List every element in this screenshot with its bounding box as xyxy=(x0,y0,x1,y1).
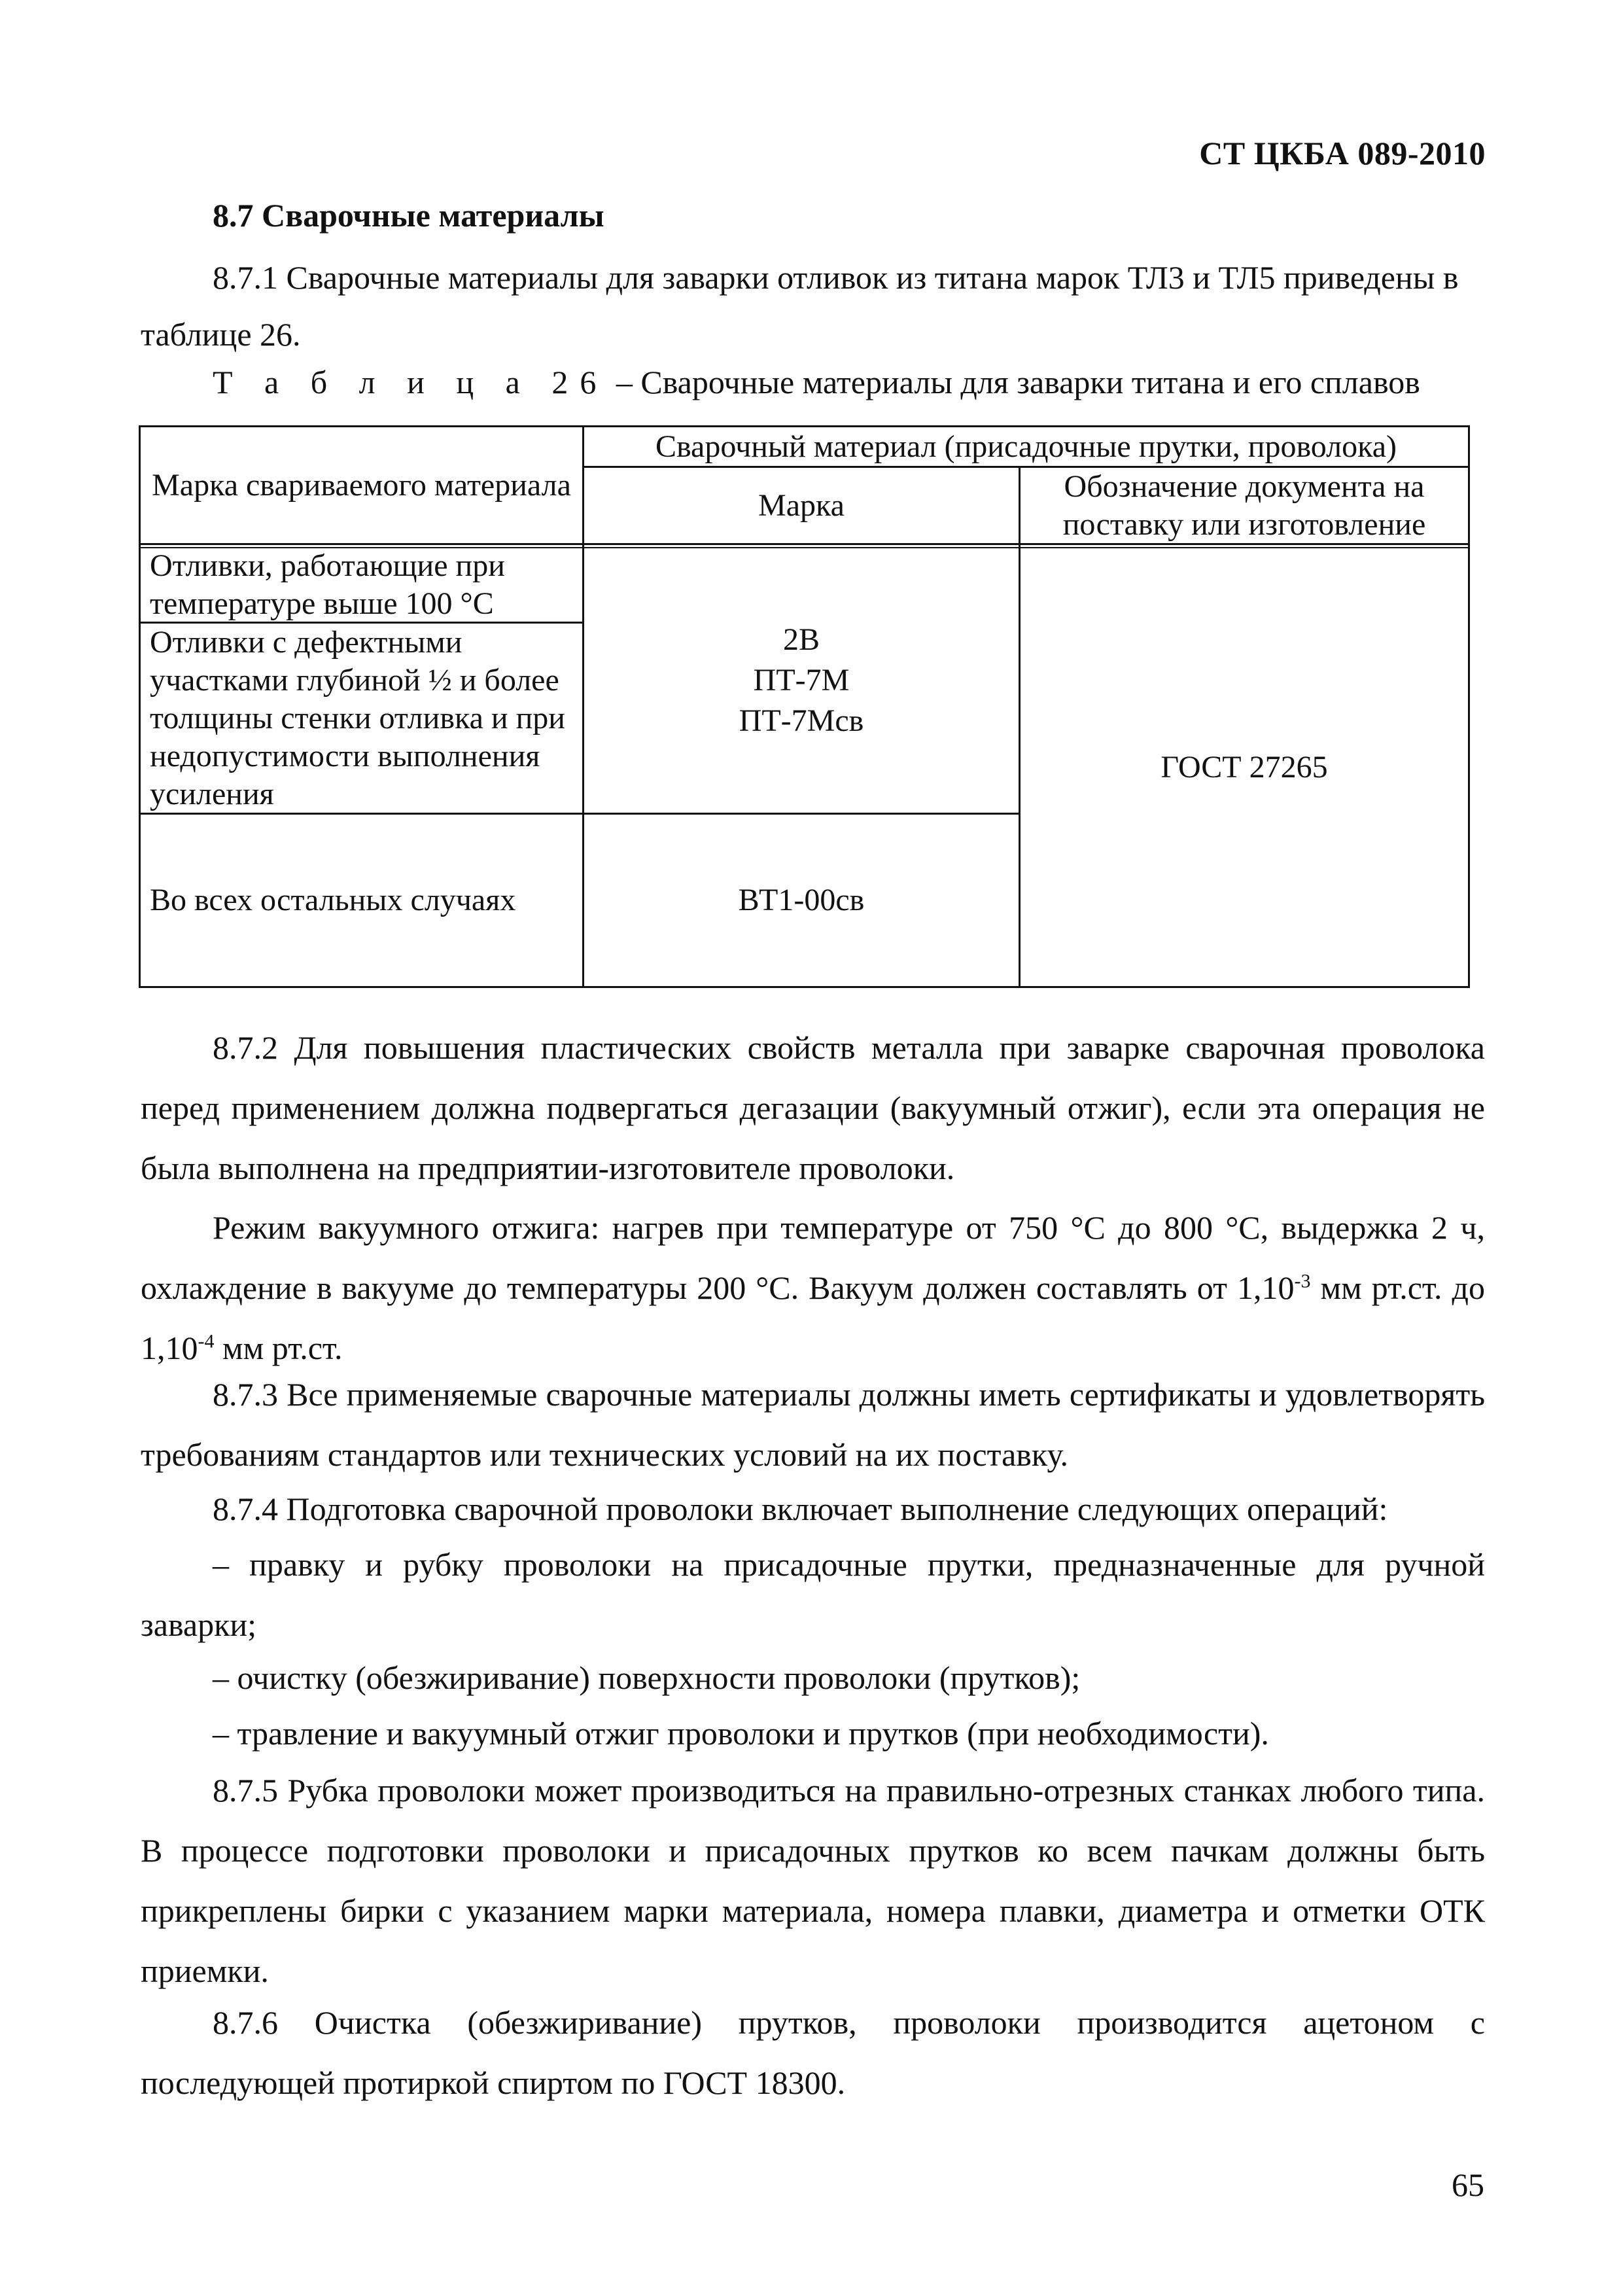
table-caption xyxy=(213,363,1420,401)
exponent-2: -4 xyxy=(198,1330,215,1352)
grade-pt-7msv: ПТ-7Мсв xyxy=(739,703,864,738)
grade-2v: 2В xyxy=(782,622,820,657)
paragraph-8-7-3: 8.7.3 Все применяемые сварочные материалы должны иметь сертификаты и удовлетворять требованиям стандартов или технических условий на их поставку. xyxy=(141,1376,1485,1473)
header-document: Обозначение документа на поставку или изготовление xyxy=(1062,468,1426,542)
header-material-grade: Марка свариваемого материала xyxy=(152,467,571,503)
operation-item-3: – травление и вакуумный отжиг проволоки и прутков (при необходимости). xyxy=(213,1715,1269,1752)
section-heading: 8.7 Сварочные материалы xyxy=(213,197,604,234)
operation-item-1: – правку и рубку проволоки на присадочные прутки, предназначенные для ручной заварки; xyxy=(141,1546,1485,1643)
paragraph-8-7-2: 8.7.2 Для повышения пластических свойств металла при заварке сварочная проволока перед применением должна подвергаться дегазации (вакуумный отжиг), если эта операция не была выполнена на предприятии-изготовителе проволоки. xyxy=(141,1029,1485,1186)
page-number: 65 xyxy=(1452,2166,1484,2203)
row-grade-3: ВТ1-00св xyxy=(738,883,865,917)
row-grade-group xyxy=(584,548,1019,813)
paragraph-8-7-1-line1: 8.7.1 Сварочные материалы для заварки отливок из титана марок ТЛ3 и ТЛ5 приведены в xyxy=(213,259,1459,296)
table-caption-text: – Сварочные материалы для заварки титана и его сплавов xyxy=(608,364,1420,400)
row-material-2: Отливки с дефектными участками глубиной ½ и более толщины стенки отливка и при недопустимости выполнения усиления xyxy=(150,624,565,811)
paragraph-8-7-6: 8.7.6 Очистка (обезжиривание) прутков, проволоки производится ацетоном с последующей протиркой спиртом по ГОСТ 18300. xyxy=(141,2004,1485,2101)
grade-pt-7m: ПТ-7М xyxy=(753,663,850,698)
paragraph-8-7-5: 8.7.5 Рубка проволоки может производиться на правильно-отрезных станках любого типа. В процессе подготовки проволоки и присадочных прутков ко всем пачкам должны быть прикреплены бирки с указанием марки материала, номера плавки, диаметра и отметки ОТК приемки. xyxy=(141,1772,1485,1989)
row-document: ГОСТ 27265 xyxy=(1161,749,1328,785)
header-welding-material: Сварочный материал (присадочные прутки, проволока) xyxy=(655,429,1397,464)
document-code: СТ ЦКБА 089-2010 xyxy=(1199,135,1486,171)
header-grade: Марка xyxy=(758,487,845,523)
exponent-1: -3 xyxy=(1294,1270,1311,1292)
row-material-3: Во всех остальных случаях xyxy=(150,883,516,917)
welding-materials-table xyxy=(139,425,1470,988)
paragraph-annealing: Режим вакуумного отжига: нагрев при температуре от 750 °С до 800 °С, выдержка 2 ч, охлаждение в вакууме до температуры 200 °С. Вакуум должен составлять от $1,10^{-3}$ мм рт.ст. до $1,10^{-4}$ мм рт.ст. xyxy=(141,1209,1485,1366)
table-caption-label: Т а б л и ц а 26 xyxy=(213,364,608,400)
paragraph-8-7-1-line2: таблице 26. xyxy=(141,316,301,353)
row-material-1: Отливки, работающие при температуре выше 100 °С xyxy=(150,548,505,621)
paragraph-8-7-4: 8.7.4 Подготовка сварочной проволоки включает выполнение следующих операций: xyxy=(213,1491,1388,1527)
operation-item-2: – очистку (обезжиривание) поверхности проволоки (прутков); xyxy=(213,1659,1081,1696)
